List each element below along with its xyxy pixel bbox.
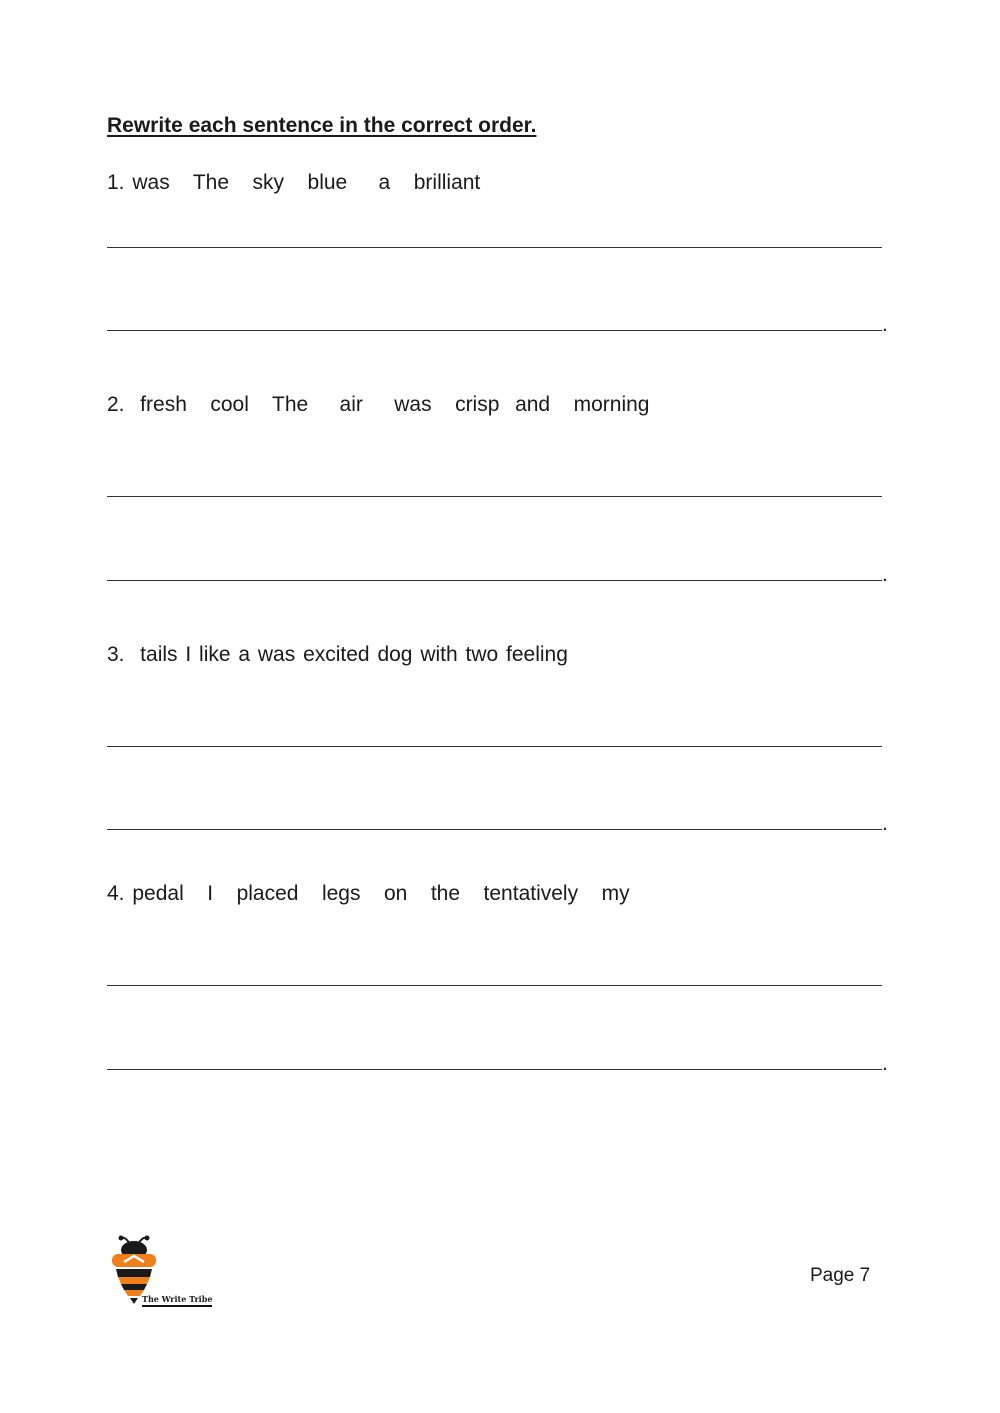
sentence-prompt-3: 3. tails I like a was excited dog with two feeling bbox=[107, 643, 568, 666]
worksheet-heading: Rewrite each sentence in the correct order. bbox=[107, 114, 537, 137]
answer-line-4b[interactable] bbox=[107, 1069, 882, 1070]
sentence-prompt-2: 2. fresh cool The air was crisp and morning bbox=[107, 393, 650, 416]
answer-line-4a[interactable] bbox=[107, 985, 882, 986]
brand-name: The Write Tribe bbox=[142, 1294, 212, 1307]
line-end-period-3: . bbox=[882, 812, 888, 835]
page-number: Page 7 bbox=[810, 1265, 871, 1286]
sentence-prompt-4: 4. pedal I placed legs on the tentatively my bbox=[107, 882, 630, 905]
answer-line-2a[interactable] bbox=[107, 496, 882, 497]
line-end-period-1: . bbox=[882, 313, 888, 336]
line-end-period-2: . bbox=[882, 563, 888, 586]
answer-line-1a[interactable] bbox=[107, 247, 882, 248]
answer-line-1b[interactable] bbox=[107, 330, 882, 331]
line-end-period-4: . bbox=[882, 1052, 888, 1075]
answer-line-2b[interactable] bbox=[107, 580, 882, 581]
sentence-prompt-1: 1. was The sky blue a brilliant bbox=[107, 171, 481, 194]
answer-line-3a[interactable] bbox=[107, 746, 882, 747]
answer-line-3b[interactable] bbox=[107, 829, 882, 830]
